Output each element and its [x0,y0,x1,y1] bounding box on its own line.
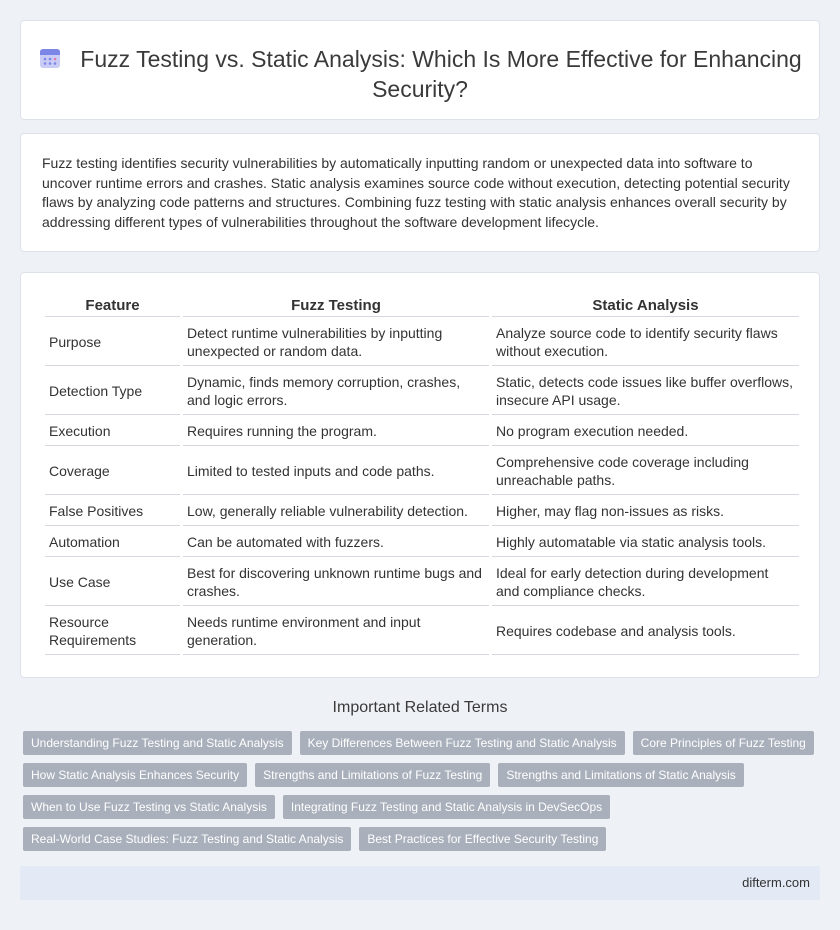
fuzz-cell: Can be automated with fuzzers. [183,526,489,557]
fuzz-cell: Dynamic, finds memory corruption, crashes, and logic errors. [183,366,489,415]
feature-cell: Resource Requirements [45,606,180,655]
static-cell: Requires codebase and analysis tools. [492,606,799,655]
feature-cell: Coverage [45,446,180,495]
static-cell: Comprehensive code coverage including unreachable paths. [492,446,799,495]
fuzz-cell: Best for discovering unknown runtime bugs and crashes. [183,557,489,606]
title-card [20,20,820,120]
footer-site-link[interactable]: difterm.com [742,875,810,890]
related-term-link[interactable]: Key Differences Between Fuzz Testing and Static Analysis [300,731,625,755]
feature-cell: False Positives [45,495,180,526]
tag-row [23,795,823,819]
table-row [45,557,799,606]
related-term-link[interactable]: Strengths and Limitations of Fuzz Testing [255,763,490,787]
tag-row [23,827,823,851]
header-feature: Feature [45,297,180,317]
page-title-wrap [21,44,819,104]
intro-paragraph: Fuzz testing identifies security vulnerabilities by automatically inputting random or unexpected data into software to uncover runtime errors and crashes. Static analysis examines source code without execution, detecting potential security flaws by analyzing code patterns and structures. Combining fuzz testing with static analysis enhances overall security by addressing different types of vulnerabilities throughout the software development lifecycle. [42,155,790,230]
fuzz-cell: Low, generally reliable vulnerability detection. [183,495,489,526]
fuzz-cell: Needs runtime environment and input generation. [183,606,489,655]
feature-cell: Execution [45,415,180,446]
table-row [45,526,799,557]
static-cell: Higher, may flag non-issues as risks. [492,495,799,526]
static-cell: Ideal for early detection during development and compliance checks. [492,557,799,606]
footer [20,866,820,900]
feature-cell: Purpose [45,317,180,366]
table-row [45,446,799,495]
comparison-card [20,272,820,678]
related-term-link[interactable]: Best Practices for Effective Security Testing [359,827,606,851]
static-cell: Highly automatable via static analysis tools. [492,526,799,557]
static-cell: Analyze source code to identify security flaws without execution. [492,317,799,366]
header-static-analysis: Static Analysis [492,297,799,317]
static-cell: No program execution needed. [492,415,799,446]
related-term-link[interactable]: How Static Analysis Enhances Security [23,763,247,787]
table-row [45,495,799,526]
feature-cell: Use Case [45,557,180,606]
tag-row [23,763,823,787]
related-term-link[interactable]: Real-World Case Studies: Fuzz Testing and Static Analysis [23,827,351,851]
header-fuzz-testing: Fuzz Testing [183,297,489,317]
table-header-row [45,297,799,317]
related-terms-heading: Important Related Terms [332,699,508,716]
table-row [45,366,799,415]
table-row [45,415,799,446]
comparison-table [42,297,802,655]
feature-cell: Automation [45,526,180,557]
table-row [45,606,799,655]
related-terms-list [23,731,823,859]
table-row [45,317,799,366]
related-term-link[interactable]: Understanding Fuzz Testing and Static Analysis [23,731,292,755]
intro-card [20,133,820,252]
calendar-icon [38,46,62,70]
related-term-link[interactable]: Strengths and Limitations of Static Analysis [498,763,743,787]
fuzz-cell: Limited to tested inputs and code paths. [183,446,489,495]
feature-cell: Detection Type [45,366,180,415]
fuzz-cell: Detect runtime vulnerabilities by inputting unexpected or random data. [183,317,489,366]
related-term-link[interactable]: Core Principles of Fuzz Testing [633,731,814,755]
related-term-link[interactable]: When to Use Fuzz Testing vs Static Analysis [23,795,275,819]
page-title: Fuzz Testing vs. Static Analysis: Which Is More Effective for Enhancing Security? [80,46,802,102]
static-cell: Static, detects code issues like buffer overflows, insecure API usage. [492,366,799,415]
fuzz-cell: Requires running the program. [183,415,489,446]
tag-row [23,731,823,755]
related-term-link[interactable]: Integrating Fuzz Testing and Static Analysis in DevSecOps [283,795,610,819]
